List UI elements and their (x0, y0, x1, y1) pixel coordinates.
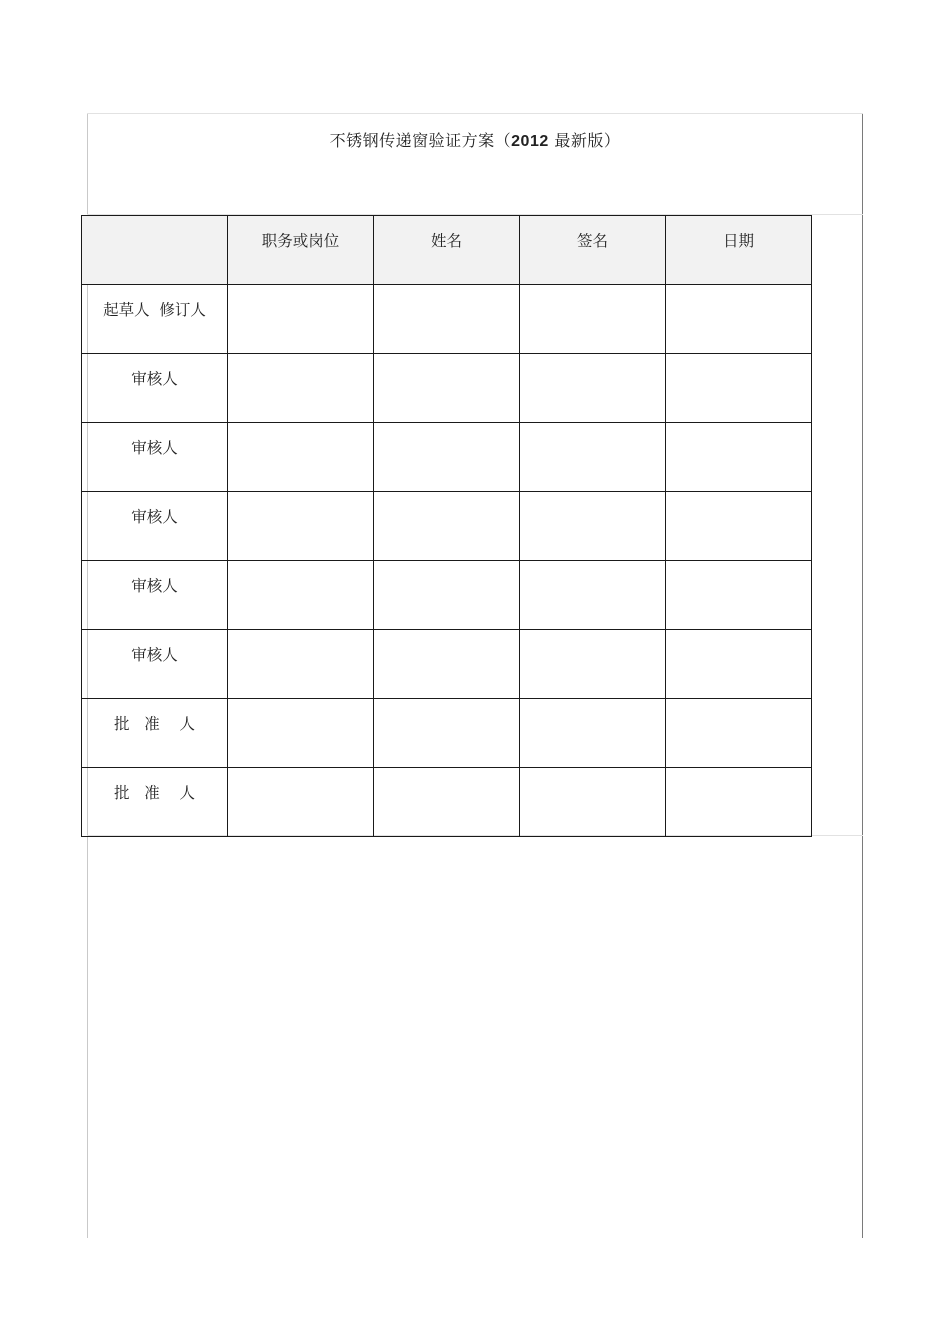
title-suffix: 最新版） (548, 131, 621, 150)
title-year: 2012 (511, 133, 549, 150)
table-row (82, 768, 812, 837)
document-title (88, 128, 862, 151)
role-cell: 审核人 (82, 561, 228, 630)
header-cell-signature: 签名 (520, 216, 666, 285)
name-cell[interactable] (374, 699, 520, 768)
title-prefix: 不锈钢传递窗验证方案（ (329, 131, 512, 150)
name-cell[interactable] (374, 768, 520, 837)
signature-cell[interactable] (520, 354, 666, 423)
position-cell[interactable] (228, 285, 374, 354)
date-cell[interactable] (666, 561, 812, 630)
date-cell[interactable] (666, 285, 812, 354)
position-cell[interactable] (228, 630, 374, 699)
date-cell[interactable] (666, 630, 812, 699)
table-row (82, 492, 812, 561)
name-cell[interactable] (374, 492, 520, 561)
approval-table (81, 215, 812, 837)
role-cell: 批 准 人 (82, 699, 228, 768)
name-cell[interactable] (374, 354, 520, 423)
name-cell[interactable] (374, 561, 520, 630)
position-cell[interactable] (228, 423, 374, 492)
table-header-row (82, 216, 812, 285)
position-cell[interactable] (228, 354, 374, 423)
frame-right-border (862, 113, 863, 1238)
date-cell[interactable] (666, 768, 812, 837)
position-cell[interactable] (228, 699, 374, 768)
date-cell[interactable] (666, 423, 812, 492)
table-row (82, 561, 812, 630)
role-cell: 起草人 修订人 (82, 285, 228, 354)
date-cell[interactable] (666, 354, 812, 423)
frame-top-border (87, 113, 863, 114)
table-row (82, 423, 812, 492)
signature-cell[interactable] (520, 423, 666, 492)
position-cell[interactable] (228, 492, 374, 561)
signature-cell[interactable] (520, 768, 666, 837)
date-cell[interactable] (666, 492, 812, 561)
role-cell: 审核人 (82, 630, 228, 699)
table-row (82, 354, 812, 423)
name-cell[interactable] (374, 285, 520, 354)
header-cell-position: 职务或岗位 (228, 216, 374, 285)
table-row (82, 630, 812, 699)
role-cell: 审核人 (82, 492, 228, 561)
role-cell: 审核人 (82, 354, 228, 423)
signature-cell[interactable] (520, 561, 666, 630)
name-cell[interactable] (374, 423, 520, 492)
role-cell: 审核人 (82, 423, 228, 492)
position-cell[interactable] (228, 768, 374, 837)
header-cell-name: 姓名 (374, 216, 520, 285)
signature-cell[interactable] (520, 630, 666, 699)
table-row (82, 699, 812, 768)
table-row (82, 285, 812, 354)
header-cell-date: 日期 (666, 216, 812, 285)
signature-cell[interactable] (520, 492, 666, 561)
header-cell-role (82, 216, 228, 285)
name-cell[interactable] (374, 630, 520, 699)
role-cell: 批 准 人 (82, 768, 228, 837)
signature-cell[interactable] (520, 699, 666, 768)
signature-cell[interactable] (520, 285, 666, 354)
date-cell[interactable] (666, 699, 812, 768)
position-cell[interactable] (228, 561, 374, 630)
